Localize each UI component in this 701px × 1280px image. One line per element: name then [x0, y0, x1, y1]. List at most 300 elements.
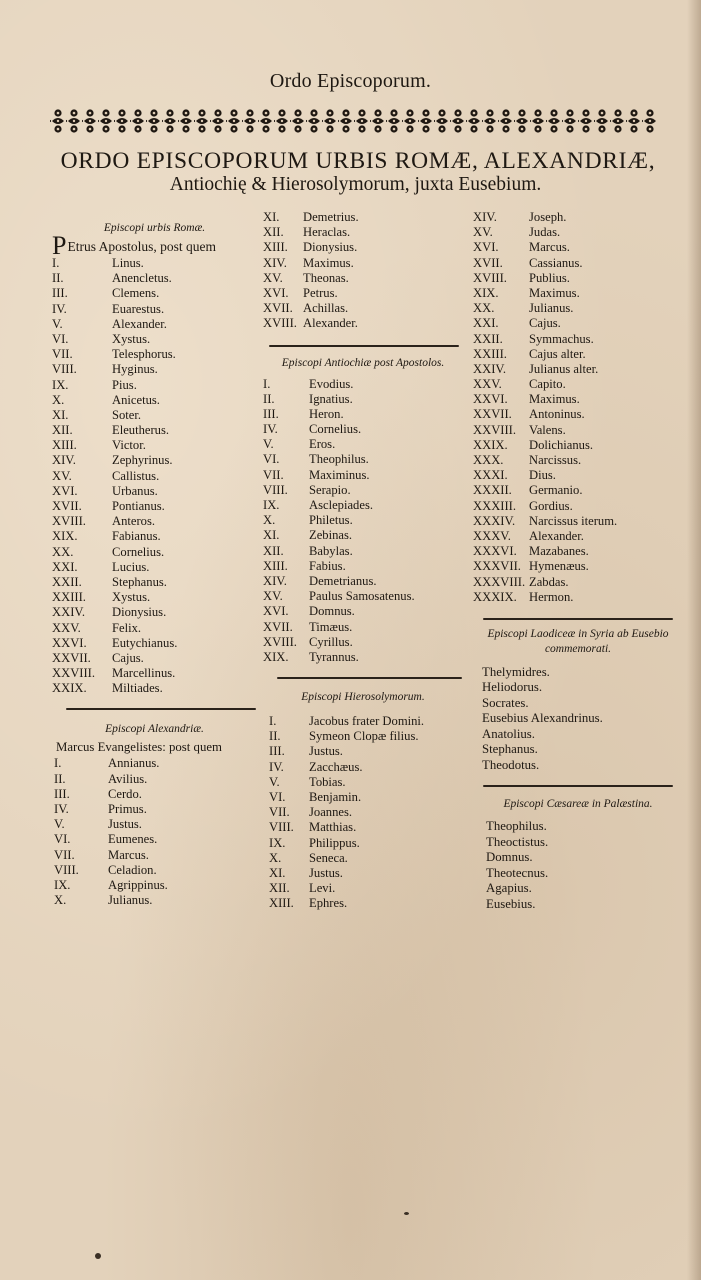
bishop-name: Domnus.	[309, 604, 355, 619]
roman-numeral: XIII.	[269, 896, 294, 911]
bishop-name: Lucius.	[112, 559, 150, 574]
roman-numeral: III.	[269, 744, 285, 759]
alexandria-intro: Marcus Evangelistes: post quem	[56, 740, 222, 755]
list-item	[54, 863, 257, 878]
bishop-name: Ignatius.	[309, 391, 353, 406]
roman-numeral: XXIV.	[473, 361, 507, 376]
roman-numeral: XV.	[263, 589, 283, 604]
roman-numeral: X.	[52, 392, 65, 407]
section-heading-jerusalem: Episcopi Hierosolymorum.	[301, 691, 425, 704]
roman-numeral: XXIX.	[473, 437, 508, 452]
bishop-name: Felix.	[112, 620, 142, 635]
bishop-name: Julianus.	[108, 893, 153, 908]
list-item: Socrates.	[482, 695, 529, 710]
roman-numeral: XVIII.	[263, 316, 297, 331]
roman-numeral: XX.	[52, 544, 74, 559]
rome-intro	[52, 231, 257, 260]
list-item	[263, 240, 463, 255]
roman-numeral: XXXI.	[473, 468, 508, 483]
roman-numeral: XX.	[473, 301, 495, 316]
roman-numeral: XVIII.	[263, 634, 297, 649]
bishop-name: Philippus.	[309, 835, 360, 850]
list-item	[269, 790, 463, 805]
bishop-name: Pontianus.	[112, 499, 165, 513]
roman-numeral: XIV.	[52, 453, 76, 468]
list-item	[52, 453, 257, 468]
roman-numeral: IV.	[263, 422, 278, 437]
roman-numeral: XVII.	[263, 619, 293, 634]
bishop-name: Marcus.	[108, 847, 149, 862]
roman-numeral: XXVIII.	[52, 666, 96, 681]
section-heading-rome: Episcopi urbis Romæ.	[103, 222, 206, 234]
bishop-name: Zephyrinus.	[112, 453, 173, 468]
bishop-name: Babylas.	[309, 543, 353, 558]
list-item	[269, 775, 463, 790]
column-3	[473, 210, 683, 912]
bishop-name: Hyginus.	[112, 362, 158, 377]
divider	[269, 345, 459, 347]
roman-numeral: II.	[263, 391, 275, 406]
bishop-name: Pius.	[112, 377, 137, 392]
roman-numeral: II.	[54, 771, 66, 786]
bishop-name: Annianus.	[108, 756, 160, 771]
roman-numeral: VIII.	[269, 820, 294, 835]
bishop-name: Cornelius.	[112, 544, 165, 559]
list-item	[52, 286, 257, 301]
list-item	[52, 378, 257, 393]
bishop-name: Theophilus.	[309, 452, 369, 467]
roman-numeral: XIX.	[52, 529, 78, 544]
bishop-name: Jacobus frater Domini.	[309, 714, 425, 729]
list-item	[52, 545, 257, 560]
list-item	[269, 866, 463, 881]
bishop-name: Tobias.	[309, 774, 346, 789]
list-item	[52, 347, 257, 362]
roman-numeral: XXV.	[52, 620, 81, 635]
bishop-name: Philetus.	[309, 513, 353, 528]
bishop-name: Fabianus.	[112, 529, 161, 544]
bishop-name: Maximinus.	[309, 467, 370, 482]
roman-numeral: III.	[52, 286, 68, 301]
list-item	[52, 317, 257, 332]
list-item: Domnus.	[486, 850, 533, 865]
bishop-name: Anicetus.	[112, 392, 160, 407]
bishop-name: Maximus.	[303, 255, 354, 270]
bishop-name: Gordius.	[529, 498, 573, 513]
list-item	[473, 468, 683, 483]
bishop-name: Zabdas.	[529, 574, 569, 589]
rome-list	[52, 256, 257, 696]
list-item	[54, 772, 257, 787]
roman-numeral: XVI.	[263, 604, 289, 619]
list-item	[269, 760, 463, 775]
list-item	[52, 636, 257, 651]
bishop-name: Symeon Clopæ filius.	[309, 729, 419, 744]
list-item	[52, 666, 257, 681]
roman-numeral: VII.	[269, 805, 290, 820]
bishop-name: Antoninus.	[529, 407, 585, 422]
list-item	[52, 590, 257, 605]
list-item	[263, 468, 463, 483]
bishop-name: Narcissus iterum.	[529, 513, 618, 528]
roman-numeral: XVII.	[52, 499, 82, 513]
roman-numeral: III.	[54, 786, 70, 801]
column-2	[263, 210, 463, 912]
bishop-name: Hymenæus.	[529, 559, 589, 574]
roman-numeral: VI.	[263, 452, 280, 467]
bishop-name: Timæus.	[309, 619, 353, 634]
roman-numeral: XXIX.	[52, 681, 87, 696]
rome-intro-text: Etrus Apostolus, post quem	[67, 239, 216, 254]
bishop-name: Stephanus.	[112, 574, 167, 589]
bishop-name: Cornelius.	[309, 422, 362, 437]
roman-numeral: IX.	[263, 498, 280, 512]
bishop-name: Cyrillus.	[309, 634, 353, 649]
list-item	[263, 635, 463, 650]
bishop-name: Cassianus.	[529, 255, 583, 270]
bishop-name: Demetrianus.	[309, 573, 377, 588]
roman-numeral: XVI.	[263, 285, 289, 300]
alexandria-list	[52, 756, 257, 908]
list-item: Anatolius.	[482, 726, 535, 741]
roman-numeral: XXV.	[473, 377, 502, 392]
bishop-name: Cajus.	[529, 316, 561, 331]
list-item	[269, 836, 463, 851]
bishop-name: Justus.	[309, 744, 343, 759]
list-item	[263, 650, 463, 665]
bishop-name: Urbanus.	[112, 483, 158, 498]
bishop-name: Maximus.	[529, 392, 580, 407]
roman-numeral: IV.	[52, 301, 67, 316]
list-item	[54, 756, 257, 771]
bishop-name: Eros.	[309, 437, 336, 452]
list-item: Eusebius Alexandrinus.	[482, 711, 603, 726]
list-item	[269, 744, 463, 759]
list-item	[473, 286, 683, 301]
bishop-name: Telesphorus.	[112, 347, 176, 362]
divider	[483, 785, 673, 787]
ink-speck	[95, 1253, 101, 1259]
ink-speck	[404, 1212, 409, 1215]
list-item	[473, 316, 683, 331]
roman-numeral: VI.	[52, 331, 69, 346]
divider	[277, 677, 462, 679]
list-item	[52, 423, 257, 438]
bishop-name: Dolichianus.	[529, 437, 594, 452]
list-item	[473, 514, 683, 529]
bishop-name: Linus.	[112, 256, 144, 270]
roman-numeral: XXIII.	[52, 590, 86, 605]
roman-numeral: XIX.	[473, 285, 499, 300]
roman-numeral: XXI.	[52, 559, 78, 574]
list-item	[473, 499, 683, 514]
list-item: Theodotus.	[482, 757, 540, 772]
list-item	[473, 347, 683, 362]
list-item	[269, 896, 463, 911]
roman-numeral: XXX.	[473, 453, 504, 467]
bishop-name: Paulus Samosatenus.	[309, 589, 415, 604]
bishop-name: Cajus alter.	[529, 346, 586, 361]
list-item: Theophilus.	[486, 819, 547, 834]
roman-numeral: XXII.	[473, 331, 503, 346]
bishop-name: Xystus.	[112, 590, 151, 605]
list-item	[52, 529, 257, 544]
roman-numeral: IX.	[54, 877, 71, 892]
bishop-name: Primus.	[108, 802, 147, 816]
roman-numeral: XVII.	[473, 255, 503, 270]
list-item	[473, 225, 683, 240]
list-item: Eusebius.	[486, 896, 536, 911]
bishop-name: Anteros.	[112, 514, 156, 529]
bishop-name: Demetrius.	[303, 210, 359, 224]
list-item	[263, 256, 463, 271]
list-item	[263, 271, 463, 286]
list-item	[263, 513, 463, 528]
roman-numeral: XXVII.	[52, 650, 91, 665]
list-item	[473, 529, 683, 544]
list-item	[52, 438, 257, 453]
roman-numeral: XII.	[269, 881, 290, 896]
roman-numeral: XVIII.	[52, 514, 86, 529]
antioch-list	[263, 372, 463, 666]
roman-numeral: X.	[263, 513, 276, 528]
rome-list-continued	[263, 210, 463, 332]
divider	[483, 618, 673, 620]
bishop-name: Asclepiades.	[309, 498, 373, 512]
list-item	[269, 805, 463, 820]
bishop-name: Zacchæus.	[309, 759, 363, 774]
roman-numeral: XXIII.	[473, 346, 507, 361]
roman-numeral: XXVIII.	[473, 422, 517, 437]
list-item	[269, 851, 463, 866]
roman-numeral: VI.	[54, 832, 71, 847]
list-item	[54, 878, 257, 893]
list-item	[52, 332, 257, 347]
list-item	[263, 604, 463, 619]
drop-cap: P	[52, 231, 67, 260]
bishop-name: Serapio.	[309, 482, 351, 497]
roman-numeral: XI.	[263, 210, 280, 224]
list-item: Thelymidres.	[482, 664, 550, 679]
roman-numeral: XV.	[263, 270, 283, 285]
bishop-name: Seneca.	[309, 850, 348, 865]
list-item	[473, 438, 683, 453]
roman-numeral: XXIV.	[52, 605, 86, 620]
bishop-name: Eutychianus.	[112, 635, 178, 650]
bishop-name: Ephres.	[309, 896, 348, 911]
bishop-name: Symmachus.	[529, 331, 594, 346]
roman-numeral: XIII.	[52, 438, 77, 453]
roman-numeral: XXXII.	[473, 483, 512, 498]
list-item	[473, 453, 683, 468]
list-item	[263, 483, 463, 498]
bishop-name: Julianus alter.	[529, 361, 599, 376]
roman-numeral: XII.	[52, 423, 73, 438]
roman-numeral: VIII.	[52, 362, 77, 377]
roman-numeral: XVI.	[473, 240, 499, 255]
list-item	[473, 423, 683, 438]
bishop-name: Anencletus.	[112, 271, 172, 286]
roman-numeral: XVIII.	[473, 270, 507, 285]
bishop-name: Joseph.	[529, 210, 567, 224]
list-item	[54, 848, 257, 863]
bishop-name: Soter.	[112, 407, 142, 422]
roman-numeral: IV.	[54, 802, 69, 816]
bishop-name: Judas.	[529, 225, 561, 240]
list-item: Heliodorus.	[482, 680, 543, 695]
roman-numeral: I.	[263, 376, 271, 391]
bishop-name: Heraclas.	[303, 225, 351, 240]
bishop-name: Alexander.	[112, 316, 167, 331]
list-item	[473, 301, 683, 316]
roman-numeral: XIV.	[263, 255, 287, 270]
bishop-name: Capito.	[529, 377, 566, 392]
bishop-name: Fabius.	[309, 558, 346, 573]
list-item	[263, 437, 463, 452]
bishop-name: Theonas.	[303, 270, 349, 285]
list-item	[52, 362, 257, 377]
roman-numeral: VIII.	[54, 862, 79, 877]
bishop-name: Heron.	[309, 406, 344, 421]
roman-numeral: V.	[269, 774, 280, 789]
list-item	[52, 605, 257, 620]
list-item	[263, 452, 463, 467]
roman-numeral: XI.	[269, 865, 286, 880]
list-item	[52, 271, 257, 286]
column-1	[52, 220, 257, 908]
list-item	[54, 832, 257, 847]
roman-numeral: IX.	[52, 377, 69, 392]
bishop-name: Euarestus.	[112, 301, 165, 316]
roman-numeral: XVI.	[52, 483, 78, 498]
roman-numeral: XIII.	[263, 240, 288, 255]
list-item	[52, 514, 257, 529]
bishop-name: Justus.	[108, 817, 142, 832]
roman-numeral: IV.	[269, 759, 284, 774]
bishop-name: Justus.	[309, 865, 343, 880]
roman-numeral: XXXV.	[473, 528, 511, 543]
main-title-line-2: Antiochię & Hierosolymorum, juxta Eusebium.	[169, 174, 542, 195]
roman-numeral: XV.	[473, 225, 493, 240]
roman-numeral: XI.	[263, 528, 280, 543]
roman-numeral: XVII.	[263, 301, 293, 316]
bishop-name: Miltiades.	[112, 681, 163, 696]
list-item	[473, 590, 683, 605]
list-item	[473, 559, 683, 574]
roman-numeral: I.	[54, 756, 62, 771]
list-item: Stephanus.	[482, 742, 538, 757]
roman-numeral: XIII.	[263, 558, 288, 573]
roman-numeral: VII.	[54, 847, 75, 862]
roman-numeral: VI.	[269, 790, 286, 804]
roman-numeral: XIV.	[263, 573, 287, 588]
bishop-name: Hermon.	[529, 589, 574, 604]
roman-numeral: V.	[54, 817, 65, 832]
roman-numeral: XXVI.	[473, 392, 508, 407]
jerusalem-list-continued	[473, 210, 683, 605]
roman-numeral: XXXVII.	[473, 559, 521, 574]
roman-numeral: II.	[52, 271, 64, 286]
bishop-name: Petrus.	[303, 285, 338, 300]
list-item	[263, 620, 463, 635]
laodicea-list	[473, 657, 683, 774]
bishop-name: Tyrannus.	[309, 649, 359, 664]
bishop-name: Xystus.	[112, 331, 151, 346]
list-item	[473, 256, 683, 271]
bishop-name: Eleutherus.	[112, 423, 170, 438]
list-item	[473, 544, 683, 559]
roman-numeral: XXVI.	[52, 635, 87, 650]
bishop-name: Matthias.	[309, 820, 357, 835]
divider	[66, 708, 256, 710]
bishop-name: Cerdo.	[108, 786, 142, 801]
bishop-name: Zebinas.	[309, 528, 353, 543]
roman-numeral: III.	[263, 406, 279, 421]
bishop-name: Julianus.	[529, 301, 574, 316]
list-item	[52, 393, 257, 408]
list-item	[263, 210, 463, 225]
list-item	[473, 271, 683, 286]
bishop-name: Mazabanes.	[529, 544, 589, 559]
list-item	[263, 225, 463, 240]
list-item	[473, 407, 683, 422]
list-item	[263, 377, 463, 392]
list-item	[473, 392, 683, 407]
list-item	[263, 498, 463, 513]
list-item	[269, 881, 463, 896]
bishop-name: Marcellinus.	[112, 666, 176, 681]
bishop-name: Agrippinus.	[108, 877, 168, 892]
list-item	[52, 256, 257, 271]
list-item	[473, 575, 683, 590]
list-item	[269, 714, 463, 729]
roman-numeral: XXXIV.	[473, 513, 516, 528]
list-item: Theotecnus.	[486, 865, 549, 880]
roman-numeral: XV.	[52, 468, 72, 483]
bishop-name: Marcus.	[529, 240, 570, 255]
list-item	[52, 681, 257, 696]
section-heading-laodicea: Episcopi Laodiceæ in Syria ab Eusebio commemorati.	[487, 627, 669, 655]
bishop-name: Dius.	[529, 468, 556, 483]
list-item	[263, 589, 463, 604]
section-heading-caesarea: Episcopi Cæsareæ in Palæstina.	[503, 798, 653, 811]
list-item	[52, 560, 257, 575]
bishop-name: Germanio.	[529, 483, 583, 498]
list-item	[54, 802, 257, 817]
list-item	[52, 621, 257, 636]
bishop-name: Benjamin.	[309, 790, 362, 804]
list-item	[52, 484, 257, 499]
bishop-name: Victor.	[112, 438, 146, 453]
roman-numeral: XIX.	[263, 649, 289, 664]
roman-numeral: XXXVI.	[473, 544, 517, 559]
section-heading-antioch: Episcopi Antiochiæ post Apostolos.	[281, 356, 445, 369]
bishop-name: Narcissus.	[529, 453, 582, 467]
roman-numeral: XXII.	[52, 574, 82, 589]
list-item	[52, 408, 257, 423]
list-item	[263, 528, 463, 543]
list-item	[263, 407, 463, 422]
roman-numeral: XXVII.	[473, 407, 512, 422]
list-item	[54, 787, 257, 802]
roman-numeral: V.	[52, 316, 63, 331]
roman-numeral: VII.	[263, 467, 284, 482]
roman-numeral: II.	[269, 729, 281, 744]
roman-numeral: VIII.	[263, 482, 288, 497]
bishop-name: Evodius.	[309, 376, 354, 391]
jerusalem-list	[263, 706, 463, 911]
bishop-name: Alexander.	[303, 316, 358, 331]
